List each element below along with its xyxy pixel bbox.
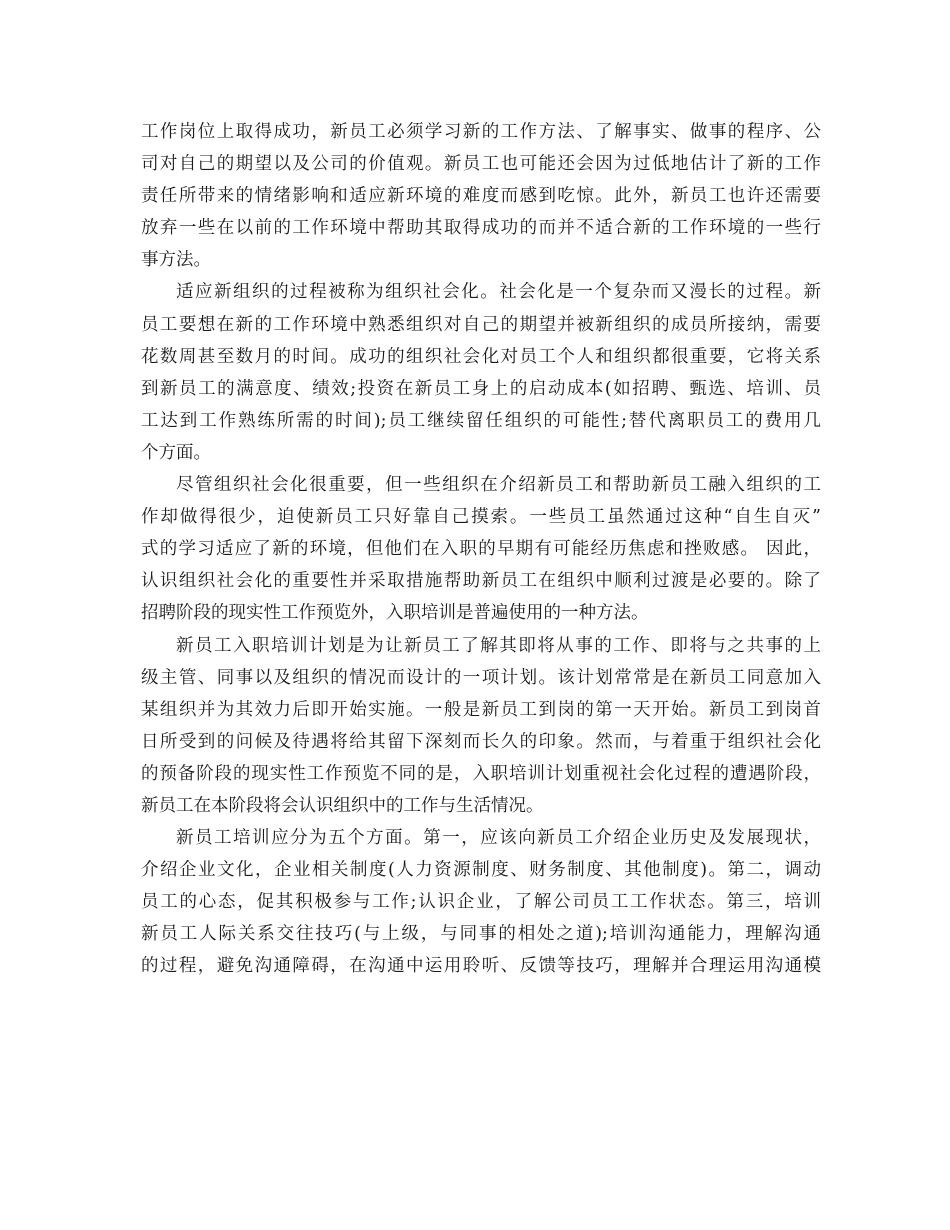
text-line: 的过程，避免沟通障碍，在沟通中运用聆听、反馈等技巧，理解并合理运用沟通模 <box>141 956 821 977</box>
text-line: 某组织并为其效力后即开始实施。一般是新员工到岗的第一天开始。新员工到岗首 <box>141 699 821 720</box>
text-line: 式的学习适应了新的环境，但他们在入职的早期有可能经历焦虑和挫败感。 因此， <box>141 539 821 560</box>
text-line: 认识组织社会化的重要性并采取措施帮助新员工在组织中顺利过渡是必要的。除了 <box>141 571 821 592</box>
paragraph-2 <box>141 276 821 469</box>
text-line: 的预备阶段的现实性工作预览不同的是，入职培训计划重视社会化过程的遭遇阶段， <box>141 763 821 784</box>
text-line: 工作岗位上取得成功，新员工必须学习新的工作方法、了解事实、做事的程序、公 <box>141 122 821 142</box>
text-line: 放弃一些在以前的工作环境中帮助其取得成功的而并不适合新的工作环境的一些行 <box>141 218 821 239</box>
text-line: 司对自己的期望以及公司的价值观。新员工也可能还会因为过低地估计了新的工作 <box>141 154 821 175</box>
text-line: 责任所带来的情绪影响和适应新环境的难度而感到吃惊。此外，新员工也许还需要 <box>141 186 821 207</box>
text-line: 事方法。 <box>141 250 211 271</box>
text-line: 作却做得很少，迫使新员工只好靠自己摸索。一些员工虽然通过这种“自生自灭” <box>141 507 821 528</box>
paragraph-4 <box>141 630 821 823</box>
text-line: 新员工人际关系交往技巧(与上级，与同事的相处之道);培训沟通能力，理解沟通 <box>141 924 821 945</box>
text-line: 级主管、同事以及组织的情况而设计的一项计划。该计划常常是在新员工同意加入 <box>141 667 821 688</box>
paragraph-1 <box>141 116 821 276</box>
text-line: 到新员工的满意度、绩效;投资在新员工身上的启动成本(如招聘、甄选、培训、员 <box>141 378 821 399</box>
text-line: 适应新组织的过程被称为组织社会化。社会化是一个复杂而又漫长的过程。新 <box>176 282 821 303</box>
document-body <box>141 116 821 983</box>
text-line: 员工的心态，促其积极参与工作;认识企业，了解公司员工工作状态。第三，培训 <box>141 892 821 913</box>
text-line: 招聘阶段的现实性工作预览外，入职培训是普遍使用的一种方法。 <box>141 603 649 624</box>
text-line: 介绍企业文化，企业相关制度(人力资源制度、财务制度、其他制度)。第二，调动 <box>141 860 821 881</box>
paragraph-3 <box>141 469 821 629</box>
paragraph-5 <box>141 822 821 982</box>
text-line: 花数周甚至数月的时间。成功的组织社会化对员工个人和组织都很重要，它将关系 <box>141 346 821 367</box>
text-line: 新员工培训应分为五个方面。第一，应该向新员工介绍企业历史及发展现状， <box>176 828 821 849</box>
text-line: 工达到工作熟练所需的时间);员工继续留任组织的可能性;替代离职员工的费用几 <box>141 410 821 431</box>
text-line: 尽管组织社会化很重要，但一些组织在介绍新员工和帮助新员工融入组织的工 <box>176 475 821 496</box>
text-line: 个方面。 <box>141 442 211 463</box>
text-line: 日所受到的问候及待遇将给其留下深刻而长久的印象。然而，与着重于组织社会化 <box>141 731 821 752</box>
text-line: 新员工在本阶段将会认识组织中的工作与生活情况。 <box>141 795 544 816</box>
text-line: 新员工入职培训计划是为让新员工了解其即将从事的工作、即将与之共事的上 <box>176 635 821 656</box>
text-line: 员工要想在新的工作环境中熟悉组织对自己的期望并被新组织的成员所接纳，需要 <box>141 314 821 335</box>
